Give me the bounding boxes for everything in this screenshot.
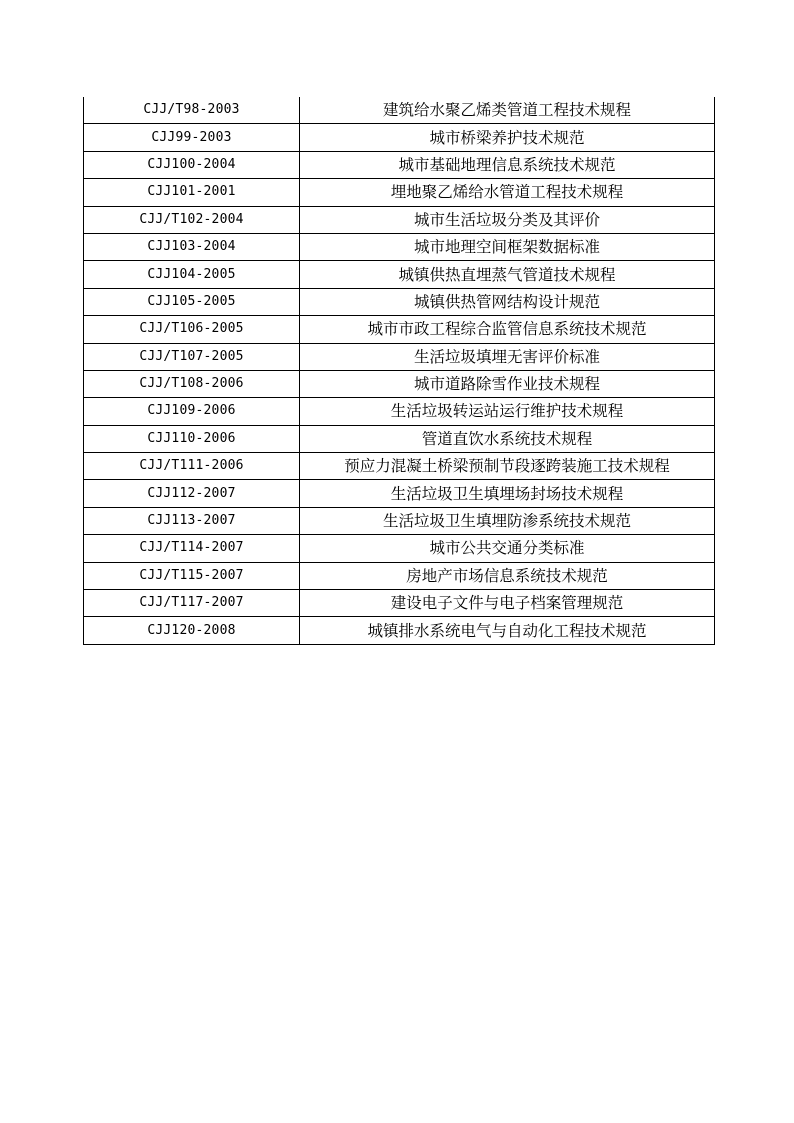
table-row [84,562,715,589]
standard-code: CJJ120-2008 [84,617,300,644]
standard-code: CJJ103-2004 [84,233,300,260]
standard-code: CJJ/T115-2007 [84,562,300,589]
table-row [84,535,715,562]
standard-code: CJJ99-2003 [84,124,300,151]
standard-code: CJJ100-2004 [84,151,300,178]
standard-title: 城市桥梁养护技术规范 [300,124,715,151]
standard-title: 建设电子文件与电子档案管理规范 [300,590,715,617]
standard-title: 房地产市场信息系统技术规范 [300,562,715,589]
standard-title: 城镇排水系统电气与自动化工程技术规范 [300,617,715,644]
table-row [84,617,715,644]
standard-title: 城市地理空间框架数据标准 [300,233,715,260]
standard-code: CJJ/T111-2006 [84,453,300,480]
standards-table [83,97,715,645]
standard-title: 预应力混凝土桥梁预制节段逐跨装施工技术规程 [300,453,715,480]
table-row [84,507,715,534]
standard-title: 生活垃圾填埋无害评价标准 [300,343,715,370]
table-row [84,288,715,315]
standard-code: CJJ/T98-2003 [84,97,300,124]
standard-code: CJJ/T106-2005 [84,316,300,343]
standard-title: 生活垃圾转运站运行维护技术规程 [300,398,715,425]
table-row [84,261,715,288]
standard-code: CJJ109-2006 [84,398,300,425]
table-row [84,590,715,617]
standard-title: 城镇供热直埋蒸气管道技术规程 [300,261,715,288]
standard-title: 城市基础地理信息系统技术规范 [300,151,715,178]
standard-code: CJJ110-2006 [84,425,300,452]
table-row [84,97,715,124]
table-row [84,316,715,343]
table-row [84,370,715,397]
standard-title: 生活垃圾卫生填埋防渗系统技术规范 [300,507,715,534]
standard-title: 城市公共交通分类标准 [300,535,715,562]
table-row [84,480,715,507]
table-row [84,151,715,178]
standard-title: 城市生活垃圾分类及其评价 [300,206,715,233]
standard-title: 城市市政工程综合监管信息系统技术规范 [300,316,715,343]
table-row [84,398,715,425]
standard-title: 建筑给水聚乙烯类管道工程技术规程 [300,97,715,124]
standard-code: CJJ105-2005 [84,288,300,315]
standard-code: CJJ/T107-2005 [84,343,300,370]
table-row [84,124,715,151]
table-row [84,206,715,233]
table-row [84,425,715,452]
standard-code: CJJ/T108-2006 [84,370,300,397]
standard-code: CJJ113-2007 [84,507,300,534]
standards-table-body [84,97,715,644]
standard-title: 埋地聚乙烯给水管道工程技术规程 [300,179,715,206]
table-row [84,233,715,260]
standard-code: CJJ/T117-2007 [84,590,300,617]
standard-title: 城市道路除雪作业技术规程 [300,370,715,397]
standard-code: CJJ112-2007 [84,480,300,507]
standard-title: 城镇供热管网结构设计规范 [300,288,715,315]
standard-code: CJJ/T102-2004 [84,206,300,233]
standard-code: CJJ104-2005 [84,261,300,288]
standard-code: CJJ101-2001 [84,179,300,206]
standard-title: 管道直饮水系统技术规程 [300,425,715,452]
standard-code: CJJ/T114-2007 [84,535,300,562]
table-row [84,179,715,206]
standard-title: 生活垃圾卫生填埋场封场技术规程 [300,480,715,507]
table-row [84,343,715,370]
table-row [84,453,715,480]
